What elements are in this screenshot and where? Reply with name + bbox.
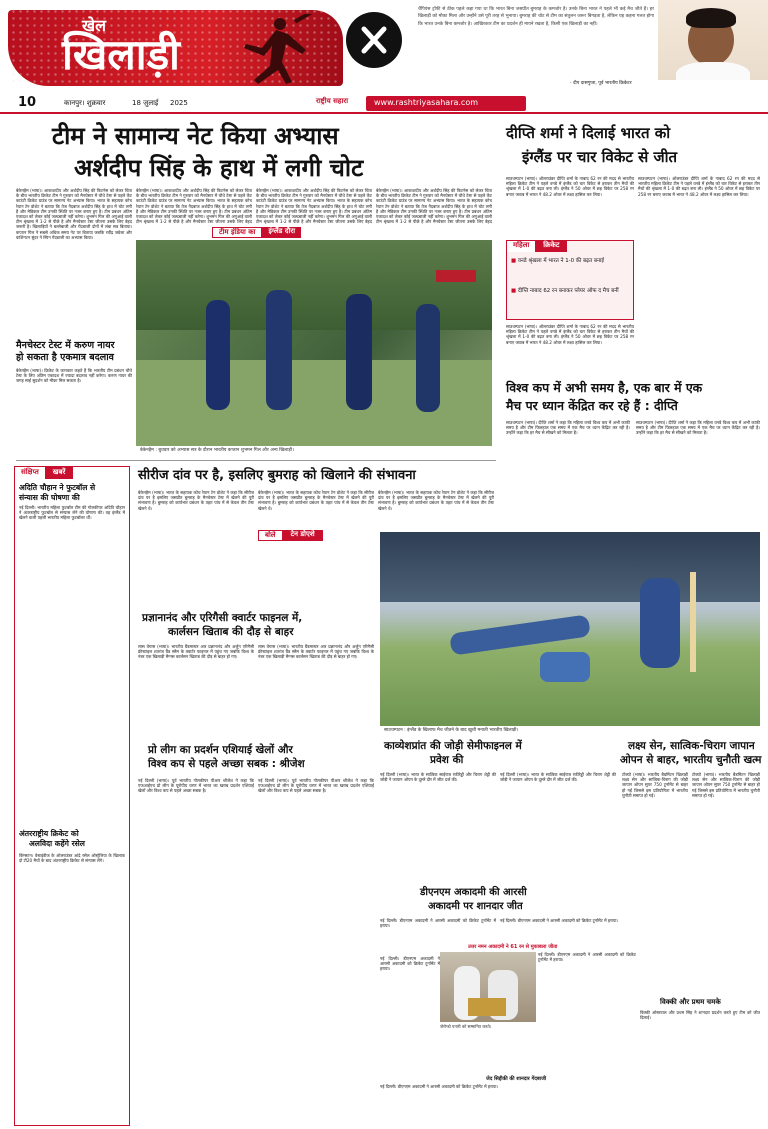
paper-name: राष्ट्रीय सहारा xyxy=(316,97,349,105)
dpl-headline-2: अकादमी पर शानदार जीत xyxy=(428,901,523,912)
lead-headline-2: अर्शदीप सिंह के हाथ में लगी चोट xyxy=(74,154,364,182)
deepti-bullet-1-marker: ■ xyxy=(511,258,518,264)
dpl-photo xyxy=(440,952,536,1022)
worldcup-body-col2: साउथम्पटन (भाषा)। दीप्ति शर्मा ने कहा कि महिला वनडे विश्व कप में अभी काफी समय है और टीम फिलहाल एक समय में एक मैच पर ध्यान केंद्रित कर रही है। उन्होंने कहा कि हर मैच से सीखने को मिलता है। xyxy=(636,420,760,436)
dpl-body-5: नई दिल्ली। डीएनएम अकादमी ने आरसी अकादमी को क्रिकेट टूर्नामेंट में हराया। xyxy=(380,1084,499,1089)
chess-body-col2: लास वेगास (भाषा)। भारतीय ग्रैंडमास्टर आर प्रज्ञानानंद और अर्जुन एरिगैसी फ्रीस्टाइल शतरंज ग्रैंड स्लैम के क्वार्टर फाइनल में पहुंच गए जबकि विश्व के नंबर एक खिलाड़ी मैग्नस कार्लसन खिताब की दौड़ से बाहर हो गए। xyxy=(258,644,374,660)
worldcup-photo xyxy=(380,532,760,726)
deepti-box xyxy=(506,240,634,320)
deepti-body-col1b: साउथम्पटन (भाषा)। ऑलराउंडर दीप्ति शर्मा के नाबाद 62 रन की मदद से भारतीय महिला क्रिकेट टीम ने पहले वनडे में इंग्लैंड को चार विकेट से हराकर तीन मैचों की श्रृंखला में 1-0 की बढ़त बना ली। इंग्लैंड ने 50 ओवर में छह विकेट पर 258 रन बनाए जवाब में भारत ने 48.2 ओवर में लक्ष्य हासिल कर लिया। xyxy=(506,324,634,345)
deepti-box-label-b: क्रिकेट xyxy=(535,241,567,252)
proleague-headline-2: विश्व कप से पहले अच्छा सबक : श्रीजेश xyxy=(148,758,305,770)
proleague-body-col1: नई दिल्ली (भाषा)। पूर्व भारतीय गोलकीपर पीआर श्रीजेश ने कहा कि एफआईएच प्रो लीग के यूरोपीय चरण में भारत का खराब प्रदर्शन एशियाई खेलों और विश्व कप से पहले अच्छा सबक है। xyxy=(138,778,254,794)
dpl-body-2: नई दिल्ली। डीएनएम अकादमी ने आरसी अकादमी को क्रिकेट टूर्नामेंट में हराया। xyxy=(500,918,619,923)
site-url[interactable]: www.rashtriyasahara.com xyxy=(374,98,479,107)
bumrah-headline: सीरीज दांव पर है, इसलिए बुमराह को खिलाने की संभावना xyxy=(138,468,416,483)
dpl-photo-caption: जेरोन्डो पनारी को सम्मानित करते। xyxy=(440,1024,492,1029)
brief2-headline-1: अंतरराष्ट्रीय क्रिकेट को xyxy=(19,829,79,838)
briefs-label-a: संक्षिप्त xyxy=(15,467,45,479)
deepti-body-col2: साउथम्पटन (भाषा)। ऑलराउंडर दीप्ति शर्मा के नाबाद 62 रन की मदद से भारतीय महिला क्रिकेट टीम ने पहले वनडे में इंग्लैंड को चार विकेट से हराकर तीन मैचों की श्रृंखला में 1-0 की बढ़त बना ली। इंग्लैंड ने 50 ओवर में छह विकेट पर 258 रन बनाए जवाब में भारत ने 48.2 ओवर में लक्ष्य हासिल कर लिया। xyxy=(638,176,760,197)
lead-photo xyxy=(136,240,492,446)
lead-body-col2: बेकेनहैम (भाषा)। आकाशदीप और अर्शदीप सिंह की फिटनेस को लेकर चिंता के बीच भारतीय क्रिकेट टीम ने गुरुवार को मैनचेस्टर में चौथे टेस्ट से पहले केंट काउंटी क्रिकेट ग्राउंड पर सामान्य नेट अभ्यास किया। भारत के सहायक कोच रेयान टेन डोशेट ने बताया कि तेज गेंदबाज अर्शदीप सिंह के हाथ में चोट लगी है और मेडिकल टीम उनकी स्थिति पर नजर बनाए हुए है। टीम प्रबंधन अंतिम एकादश को लेकर कोई जल्दबाजी नहीं करेगा। शुभमन गिल की अगुआई वाली टीम श्रृंखला में 1-2 से पीछे है और मैनचेस्टर टेस्ट जीतना उसके लिए बेहद xyxy=(136,188,252,224)
deepti-bullet-2 xyxy=(511,287,631,296)
portrait-photo xyxy=(658,0,768,80)
deepti-bullet-1 xyxy=(511,257,631,266)
brief1-headline-2: संन्यास की घोषणा की xyxy=(19,493,80,502)
lead-photo-tag-b: इंग्लैंड दौरा xyxy=(262,227,301,238)
dateline-city: कानपुर। शुक्रवार xyxy=(64,99,106,107)
kashyap-headline-2: प्रवेश की xyxy=(430,754,464,766)
worldcup-headline-1: विश्व कप में अभी समय है, एक बार में एक xyxy=(506,380,703,395)
deepti-headline-1: दीप्ति शर्मा ने दिलाई भारत को xyxy=(506,124,671,142)
section-title: खिलाड़ी xyxy=(62,30,180,79)
bumrah-body-col3: बेकेनहैम (भाषा)। भारत के सहायक कोच रेयान टेन डोशेट ने कहा कि सीरीज दांव पर है इसलिए जसप्रीत बुमराह के मैनचेस्टर टेस्ट में खेलने की पूरी संभावना है। बुमराह को कार्यभार प्रबंधन के तहत पांच में से केवल तीन टेस्ट खेलने थे। xyxy=(378,490,494,511)
quote-text: चैंपियंस ट्रॉफी से ठीक पहले कहा गया था कि भारत बिना जसप्रीत बुमराह के कमजोर है। उनके बिना भारत ने पहले भी कई मैच जीते हैं। हर खिलाड़ी को मौका मिला और उन्होंने उसे पूरी तरह से भुनाया। बुमराह की चोट से टीम का संतुलन जरूर बिगड़ता है, लेकिन यह कहना गलत होगा कि भारत उनके बिना कमजोर है। आखिरकार टीम का प्रदर्शन ही मायने रखता है, किसी एक खिलाड़ी का नहीं। xyxy=(418,7,654,27)
lead-photo-tag-a: टीम इंडिया का xyxy=(212,227,262,238)
manchester-body: बेकेनहैम (भाषा)। क्रिकेट के जानकार कहते हैं कि भारतीय टीम प्रबंधन चौथे टेस्ट के लिए अंतिम एकादश में ज्यादा बदलाव नहीं करेगा। करुण नायर की जगह साई सुदर्शन को मौका मिल सकता है। xyxy=(16,368,132,384)
vicky-box-body: विक्की ओस्तवाल और प्रथम सिंह ने शानदार प्रदर्शन करते हुए टीम को जीत दिलाई। xyxy=(640,1010,760,1021)
player-silhouette-icon xyxy=(232,14,332,86)
lead-body-col3: बेकेनहैम (भाषा)। आकाशदीप और अर्शदीप सिंह की फिटनेस को लेकर चिंता के बीच भारतीय क्रिकेट टीम ने गुरुवार को मैनचेस्टर में चौथे टेस्ट से पहले केंट काउंटी क्रिकेट ग्राउंड पर सामान्य नेट अभ्यास किया। भारत के सहायक कोच रेयान टेन डोशेट ने बताया कि तेज गेंदबाज अर्शदीप सिंह के हाथ में चोट लगी है और मेडिकल टीम उनकी स्थिति पर नजर बनाए हुए है। टीम प्रबंधन अंतिम एकादश को लेकर कोई जल्दबाजी नहीं करेगा। शुभमन गिल की अगुआई वाली टीम श्रृंखला में 1-2 से पीछे है और मैनचेस्टर टेस्ट जीतना उसके लिए बेहद xyxy=(256,188,372,224)
brief2-body: किंग्सटन। वेस्टइंडीज के ऑलराउंडर आंद्रे रसेल ऑस्ट्रेलिया के खिलाफ दो टी20 मैचों के बाद अंतरराष्ट्रीय क्रिकेट से संन्यास लेंगे। xyxy=(19,853,125,864)
x-logo-badge xyxy=(346,12,402,68)
dateline-date: 18 जुलाई xyxy=(132,99,159,107)
bumrah-body-col1: बेकेनहैम (भाषा)। भारत के सहायक कोच रेयान टेन डोशेट ने कहा कि सीरीज दांव पर है इसलिए जसप्रीत बुमराह के मैनचेस्टर टेस्ट में खेलने की पूरी संभावना है। बुमराह को कार्यभार प्रबंधन के तहत पांच में से केवल तीन टेस्ट खेलने थे। xyxy=(138,490,254,511)
dpl-headline-1: डीएनएम अकादमी की आरसी xyxy=(420,887,527,898)
dpl-body-3: नई दिल्ली। डीएनएम अकादमी ने आरसी अकादमी को क्रिकेट टूर्नामेंट में हराया। xyxy=(380,956,440,972)
kashyap-headline-1: काव्येशप्रांत की जोड़ी सेमीफाइनल में xyxy=(384,740,522,752)
section-small: खेल xyxy=(82,16,106,35)
lakshya-headline-1: लक्ष्य सेन, सात्विक-चिराग जापान xyxy=(628,740,755,752)
briefs-label-b: खबरें xyxy=(45,467,74,479)
deepti-bullet-2-marker: ■ xyxy=(511,288,518,294)
briefs-label xyxy=(15,467,129,479)
proleague-headline-1: प्रो लीग का प्रदर्शन एशियाई खेलों और xyxy=(148,744,293,756)
deepti-bullet-1-text: वनडे श्रृंखला में भारत ने 1-0 की बढ़त बनाई xyxy=(517,258,604,264)
briefs-box xyxy=(14,466,130,1126)
brief2-headline-2: अलविदा कहेंगे रसेल xyxy=(29,839,85,848)
chess-headline-2: कार्लसन खिताब की दौड़ से बाहर xyxy=(168,626,294,638)
dateline-bar xyxy=(0,94,768,114)
masthead xyxy=(0,0,768,94)
kashyap-body-col2: नई दिल्ली (भाषा)। भारत के सात्विक साईराज रंकीरेड्डी और चिराग शेट्टी की जोड़ी ने जापान ओपन के दूसरे दौर में जीत दर्ज की। xyxy=(500,772,616,783)
lead-photo-tag xyxy=(212,227,301,238)
brief1-headline-1: अदिति चौहान ने फुटबॉल से xyxy=(19,483,96,492)
deepti-headline-2: इंग्लैंड पर चार विकेट से जीत xyxy=(522,148,678,166)
bumrah-tag xyxy=(258,530,323,541)
manchester-headline-2: हो सकता है एकमात्र बदलाव xyxy=(16,352,114,363)
worldcup-body-col1: साउथम्पटन (भाषा)। दीप्ति शर्मा ने कहा कि महिला वनडे विश्व कप में अभी काफी समय है और टीम फिलहाल एक समय में एक मैच पर ध्यान केंद्रित कर रही है। उन्होंने कहा कि हर मैच से सीखने को मिलता है। xyxy=(506,420,630,436)
bumrah-body-col2: बेकेनहैम (भाषा)। भारत के सहायक कोच रेयान टेन डोशेट ने कहा कि सीरीज दांव पर है इसलिए जसप्रीत बुमराह के मैनचेस्टर टेस्ट में खेलने की पूरी संभावना है। बुमराह को कार्यभार प्रबंधन के तहत पांच में से केवल तीन टेस्ट खेलने थे। xyxy=(258,490,374,511)
url-badge xyxy=(366,96,526,111)
lakshya-body-col2: टोक्यो (भाषा)। भारतीय बैडमिंटन खिलाड़ी लक्ष्य सेन और सात्विक-चिराग की जोड़ी जापान ओपन सुपर 750 टूर्नामेंट से बाहर हो गई जिससे इस प्रतियोगिता में भारतीय चुनौती समाप्त हो गई। xyxy=(692,772,760,798)
bumrah-tag-a: बोले xyxy=(258,530,283,541)
lead-body-col1: बेकेनहैम (भाषा)। आकाशदीप और अर्शदीप सिंह की फिटनेस को लेकर चिंता के बीच भारतीय क्रिकेट टीम ने गुरुवार को मैनचेस्टर में चौथे टेस्ट से पहले केंट काउंटी क्रिकेट ग्राउंड पर सामान्य नेट अभ्यास किया। भारत के सहायक कोच रेयान टेन डोशेट ने बताया कि तेज गेंदबाज अर्शदीप सिंह के हाथ में चोट लगी है और मेडिकल टीम उनकी स्थिति पर नजर बनाए हुए है। टीम प्रबंधन अंतिम एकादश को लेकर कोई जल्दबाजी नहीं करेगा। शुभमन गिल की अगुआई वाली टीम श्रृंखला में 1-2 से पीछे है और मैनचेस्टर टेस्ट जीतना उसके लिए बेहद जरूरी है। खिलाड़ियों ने बल्लेबाजी और गेंदबाजी दोनों में लंबा सत्र बिताया। कप्तान गिल ने सबसे अधिक समय नेट पर बिताया जबकि रवींद्र जडेजा और वाशिंगटन सुंदर ने स्पिन गेंदबाजी का अभ्यास किया। xyxy=(16,188,132,240)
lead-headline-1: टीम ने सामान्य नेट किया अभ्यास xyxy=(52,122,339,150)
vicky-box-title: विक्की और प्रथम चमके xyxy=(660,998,721,1006)
dpl-sub: उत्तर नमन अकादमी ने 61 रन से मुकाबला जीता xyxy=(468,944,558,950)
divider xyxy=(16,460,496,461)
worldcup-photo-caption: साउथम्पटन : इंग्लैंड के खिलाफ मैच जीतने के बाद खुशी मनाती भारतीय खिलाड़ी। xyxy=(384,728,519,733)
brief1-body: नई दिल्ली। भारतीय महिला फुटबॉल टीम की गोलकीपर अदिति चौहान ने अंतरराष्ट्रीय फुटबॉल से संन्यास लेने की घोषणा की। वह इंग्लैंड में खेलने वाली पहली भारतीय महिला फुटबॉलर थीं। xyxy=(19,505,125,521)
kashyap-body-col1: नई दिल्ली (भाषा)। भारत के सात्विक साईराज रंकीरेड्डी और चिराग शेट्टी की जोड़ी ने जापान ओपन के दूसरे दौर में जीत दर्ज की। xyxy=(380,772,496,783)
quote-author: - दीप दासगुप्ता, पूर्व भारतीय क्रिकेटर xyxy=(570,81,632,86)
chess-headline-1: प्रज्ञानानंद और एरिगैसी क्वार्टर फाइनल में, xyxy=(142,612,303,624)
bumrah-tag-b: टेन डोएशे xyxy=(283,530,323,541)
worldcup-headline-2: मैच पर ध्यान केंद्रित कर रहे हैं : दीप्ति xyxy=(506,398,678,413)
manchester-headline-1: मैनचेस्टर टेस्ट में करुण नायर xyxy=(16,340,115,351)
proleague-body-col2: नई दिल्ली (भाषा)। पूर्व भारतीय गोलकीपर पीआर श्रीजेश ने कहा कि एफआईएच प्रो लीग के यूरोपीय चरण में भारत का खराब प्रदर्शन एशियाई खेलों और विश्व कप से पहले अच्छा सबक है। xyxy=(258,778,374,794)
page-number: 10 xyxy=(18,95,37,110)
chess-body-col1: लास वेगास (भाषा)। भारतीय ग्रैंडमास्टर आर प्रज्ञानानंद और अर्जुन एरिगैसी फ्रीस्टाइल शतरंज ग्रैंड स्लैम के क्वार्टर फाइनल में पहुंच गए जबकि विश्व के नंबर एक खिलाड़ी मैग्नस कार्लसन खिताब की दौड़ से बाहर हो गए। xyxy=(138,644,254,660)
deepti-box-label xyxy=(507,241,567,252)
dpl-body: नई दिल्ली। डीएनएम अकादमी ने आरसी अकादमी को क्रिकेट टूर्नामेंट में हराया। xyxy=(380,918,496,929)
deepti-box-label-a: महिला xyxy=(507,241,535,252)
dpl-note: जेद सिद्दीकी की शानदार गेंदबाजी xyxy=(486,1076,547,1082)
dateline-year: 2025 xyxy=(170,99,188,107)
lead-photo-caption: बेकेनहैम : बुधवार को अभ्यास सत्र के दौरान भारतीय कप्तान शुभमन गिल और अन्य खिलाड़ी। xyxy=(140,448,294,453)
deepti-bullet-2-text: दीप्ति नाबाद 62 रन बनाकर प्लेयर ऑफ द मैच बनीं xyxy=(517,288,619,294)
lakshya-headline-2: ओपन से बाहर, भारतीय चुनौती खत्म xyxy=(620,754,762,766)
deepti-body-col1: साउथम्पटन (भाषा)। ऑलराउंडर दीप्ति शर्मा के नाबाद 62 रन की मदद से भारतीय महिला क्रिकेट टीम ने पहले वनडे में इंग्लैंड को चार विकेट से हराकर तीन मैचों की श्रृंखला में 1-0 की बढ़त बना ली। इंग्लैंड ने 50 ओवर में छह विकेट पर 258 रन बनाए जवाब में भारत ने 48.2 ओवर में लक्ष्य हासिल कर लिया। xyxy=(506,176,634,197)
x-logo-icon xyxy=(346,12,402,68)
lakshya-body-col1: टोक्यो (भाषा)। भारतीय बैडमिंटन खिलाड़ी लक्ष्य सेन और सात्विक-चिराग की जोड़ी जापान ओपन सुपर 750 टूर्नामेंट से बाहर हो गई जिससे इस प्रतियोगिता में भारतीय चुनौती समाप्त हो गई। xyxy=(622,772,688,798)
dpl-body-4: नई दिल्ली। डीएनएम अकादमी ने आरसी अकादमी को क्रिकेट टूर्नामेंट में हराया। xyxy=(538,952,636,963)
lead-body-col4: बेकेनहैम (भाषा)। आकाशदीप और अर्शदीप सिंह की फिटनेस को लेकर चिंता के बीच भारतीय क्रिकेट टीम ने गुरुवार को मैनचेस्टर में चौथे टेस्ट से पहले केंट काउंटी क्रिकेट ग्राउंड पर सामान्य नेट अभ्यास किया। भारत के सहायक कोच रेयान टेन डोशेट ने बताया कि तेज गेंदबाज अर्शदीप सिंह के हाथ में चोट लगी है और मेडिकल टीम उनकी स्थिति पर नजर बनाए हुए है। टीम प्रबंधन अंतिम एकादश को लेकर कोई जल्दबाजी नहीं करेगा। शुभमन गिल की अगुआई वाली टीम श्रृंखला में 1-2 से पीछे है और मैनचेस्टर टेस्ट जीतना उसके लिए बेहद xyxy=(376,188,492,224)
